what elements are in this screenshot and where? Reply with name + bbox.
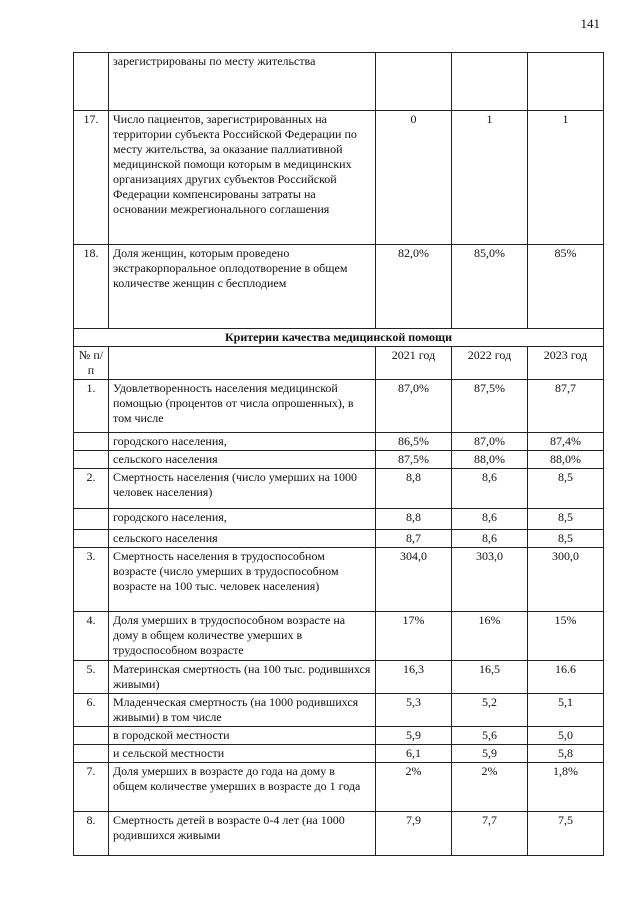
table-row [74, 451, 604, 469]
value-2022: 87,5% [452, 380, 528, 433]
value-2023: 7,5 [528, 812, 604, 856]
row-number: 7. [74, 763, 109, 812]
value-2021: 8,8 [376, 469, 452, 509]
value-2023: 5,0 [528, 727, 604, 745]
value-2021: 6,1 [376, 745, 452, 763]
row-indicator: Число пациентов, зарегистрированных на территории субъекта Российской Федерации по месту жительства, за оказание паллиативной медицинской помощи которым в медицинских организациях других субъектов Российской Федерации компенсированы затраты на основании межрегионального соглашения [109, 111, 376, 245]
header-2022: 2022 год [452, 347, 528, 380]
row-number [74, 530, 109, 548]
value-2023: 87,7 [528, 380, 604, 433]
value-2022: 88,0% [452, 451, 528, 469]
row-number: 8. [74, 812, 109, 856]
table-row [74, 111, 604, 245]
value-2023: 300,0 [528, 548, 604, 612]
value-2022 [452, 53, 528, 111]
header-row [74, 347, 604, 380]
row-number: 3. [74, 548, 109, 612]
value-2021: 7,9 [376, 812, 452, 856]
table-row [74, 661, 604, 694]
value-2022: 5,2 [452, 694, 528, 727]
value-2023: 8,5 [528, 530, 604, 548]
row-indicator: и сельской местности [109, 745, 376, 763]
value-2022: 16% [452, 612, 528, 661]
table-row [74, 469, 604, 509]
value-2021: 86,5% [376, 433, 452, 451]
criteria-table [73, 52, 604, 856]
value-2021: 5,9 [376, 727, 452, 745]
table-row [74, 530, 604, 548]
row-number: 5. [74, 661, 109, 694]
row-number [74, 727, 109, 745]
section-title: Критерии качества медицинской помощи [74, 329, 604, 347]
row-indicator: Смертность населения (число умерших на 1000 человек населения) [109, 469, 376, 509]
row-number [74, 451, 109, 469]
row-indicator: зарегистрированы по месту жительства [109, 53, 376, 111]
value-2022: 87,0% [452, 433, 528, 451]
table-row [74, 612, 604, 661]
value-2021: 0 [376, 111, 452, 245]
row-number: 1. [74, 380, 109, 433]
table-row [74, 727, 604, 745]
criteria-rows [74, 380, 604, 856]
table-row [74, 509, 604, 530]
value-2022: 303,0 [452, 548, 528, 612]
value-2022: 5,9 [452, 745, 528, 763]
section-row [74, 329, 604, 347]
value-2021: 17% [376, 612, 452, 661]
value-2022: 7,7 [452, 812, 528, 856]
table-row [74, 53, 604, 111]
row-indicator: сельского населения [109, 451, 376, 469]
row-indicator: Младенческая смертность (на 1000 родившихся живыми) в том числе [109, 694, 376, 727]
value-2023: 1,8% [528, 763, 604, 812]
row-number [74, 509, 109, 530]
row-indicator: городского населения, [109, 509, 376, 530]
value-2023: 5,1 [528, 694, 604, 727]
table-row [74, 763, 604, 812]
page-number: 141 [580, 16, 600, 31]
value-2021: 16,3 [376, 661, 452, 694]
value-2022: 8,6 [452, 509, 528, 530]
row-number: 4. [74, 612, 109, 661]
row-indicator: сельского населения [109, 530, 376, 548]
value-2023: 87,4% [528, 433, 604, 451]
value-2021 [376, 53, 452, 111]
row-indicator: Смертность детей в возрасте 0-4 лет (на 1000 родившихся живыми [109, 812, 376, 856]
value-2023 [528, 53, 604, 111]
value-2021: 8,7 [376, 530, 452, 548]
row-indicator: городского населения, [109, 433, 376, 451]
row-indicator: в городской местности [109, 727, 376, 745]
value-2022: 8,6 [452, 469, 528, 509]
value-2023: 5,8 [528, 745, 604, 763]
value-2022: 2% [452, 763, 528, 812]
table-row [74, 745, 604, 763]
value-2022: 16,5 [452, 661, 528, 694]
table-row [74, 433, 604, 451]
value-2023: 85% [528, 245, 604, 329]
table-row [74, 812, 604, 856]
row-number: 6. [74, 694, 109, 727]
value-2021: 5,3 [376, 694, 452, 727]
value-2023: 16.6 [528, 661, 604, 694]
value-2021: 87,5% [376, 451, 452, 469]
value-2021: 304,0 [376, 548, 452, 612]
header-text [109, 347, 376, 380]
value-2021: 2% [376, 763, 452, 812]
top-rows [74, 53, 604, 329]
value-2023: 88,0% [528, 451, 604, 469]
header-2021: 2021 год [376, 347, 452, 380]
row-indicator: Доля умерших в возрасте до года на дому в общем количестве умерших в возрасте до 1 года [109, 763, 376, 812]
row-number [74, 433, 109, 451]
row-number [74, 53, 109, 111]
value-2021: 82,0% [376, 245, 452, 329]
value-2021: 87,0% [376, 380, 452, 433]
table-row [74, 548, 604, 612]
value-2023: 8,5 [528, 469, 604, 509]
value-2022: 8,6 [452, 530, 528, 548]
header-num: № п/п [74, 347, 109, 380]
value-2022: 5,6 [452, 727, 528, 745]
row-indicator: Доля женщин, которым проведено экстракорпоральное оплодотворение в общем количестве женщин с бесплодием [109, 245, 376, 329]
table-row [74, 380, 604, 433]
row-indicator: Доля умерших в трудоспособном возрасте на дому в общем количестве умерших в трудоспособном возрасте [109, 612, 376, 661]
row-number: 2. [74, 469, 109, 509]
value-2022: 1 [452, 111, 528, 245]
row-number: 17. [74, 111, 109, 245]
row-number: 18. [74, 245, 109, 329]
value-2021: 8,8 [376, 509, 452, 530]
row-indicator: Удовлетворенность населения медицинской помощью (процентов от числа опрошенных), в том числе [109, 380, 376, 433]
row-number [74, 745, 109, 763]
table-row [74, 245, 604, 329]
table-row [74, 694, 604, 727]
value-2023: 1 [528, 111, 604, 245]
value-2023: 15% [528, 612, 604, 661]
value-2022: 85,0% [452, 245, 528, 329]
value-2023: 8,5 [528, 509, 604, 530]
row-indicator: Материнская смертность (на 100 тыс. родившихся живыми) [109, 661, 376, 694]
row-indicator: Смертность населения в трудоспособном возрасте (число умерших в трудоспособном возрасте на 100 тыс. человек населения) [109, 548, 376, 612]
header-2023: 2023 год [528, 347, 604, 380]
